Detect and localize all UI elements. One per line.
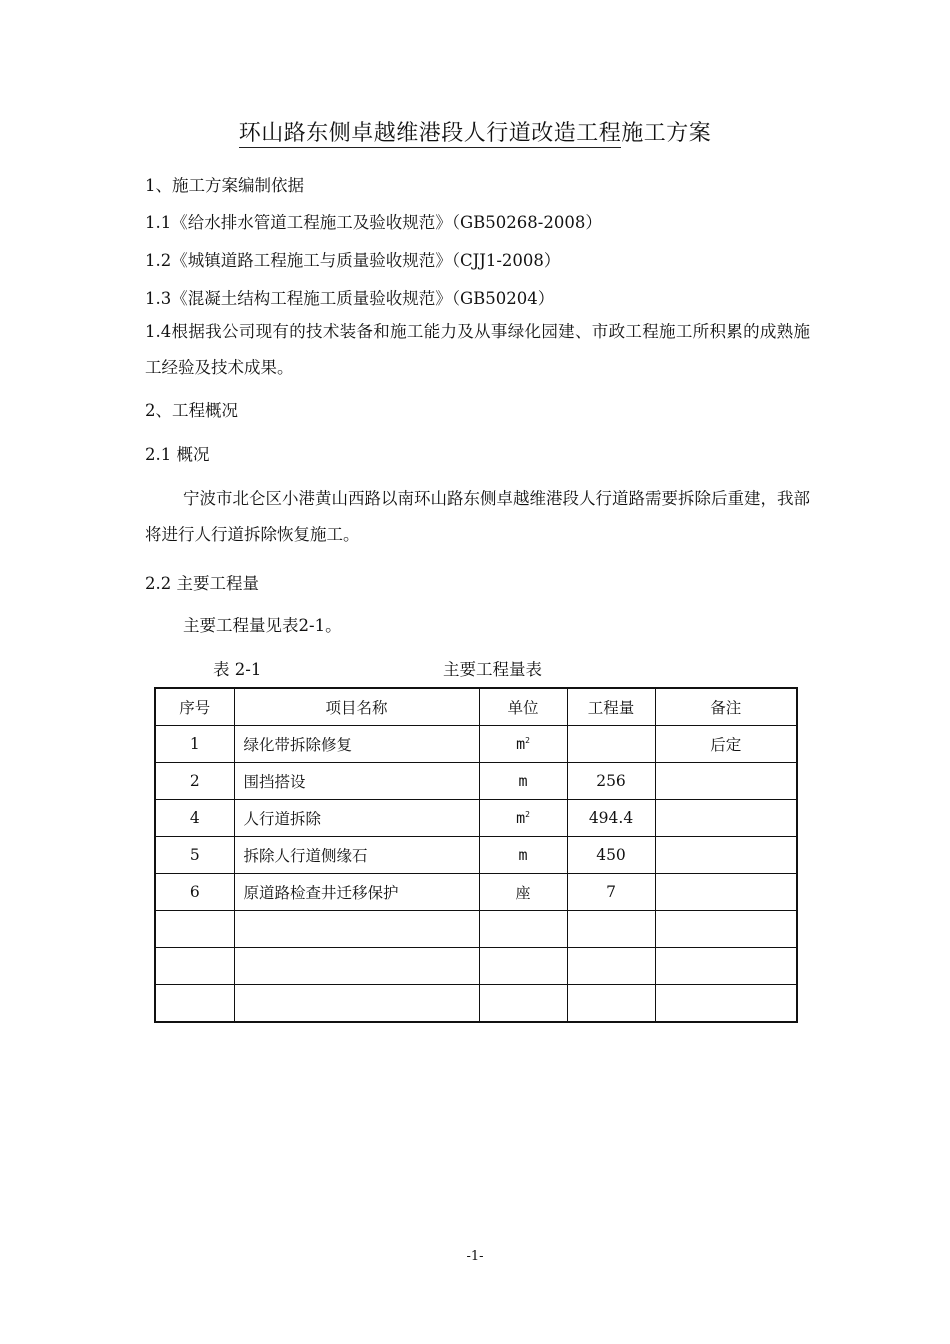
unit-text: m (518, 846, 528, 864)
cell-qty: 450 (567, 837, 655, 874)
table-row (155, 726, 797, 763)
title-rest: 施工方案 (621, 121, 712, 146)
cell-unit (479, 837, 567, 874)
cell-note (655, 948, 797, 985)
cell-note (655, 763, 797, 800)
cell-unit (479, 763, 567, 800)
section-1-2: 1.2《城镇道路工程施工与质量验收规范》（CJJ1-2008） (145, 251, 561, 270)
table-row (155, 911, 797, 948)
cell-unit (479, 800, 567, 837)
table-caption: 主要工程量表 (443, 660, 542, 679)
cell-note (655, 874, 797, 911)
cell-note (655, 911, 797, 948)
cell-no: 5 (155, 837, 234, 874)
cell-name (234, 985, 479, 1023)
cell-no (155, 985, 234, 1023)
cell-no (155, 948, 234, 985)
cell-note (655, 800, 797, 837)
header-unit: 单位 (479, 688, 567, 726)
cell-note (655, 985, 797, 1023)
unit-text: m (516, 809, 526, 827)
cell-name (234, 948, 479, 985)
cell-no (155, 911, 234, 948)
cell-no: 1 (155, 726, 234, 763)
section-2-2-heading: 2.2 主要工程量 (145, 574, 259, 593)
document-title (0, 116, 950, 147)
cell-name: 人行道拆除 (234, 800, 479, 837)
cell-unit (479, 985, 567, 1023)
section-1-heading: 1、施工方案编制依据 (145, 176, 304, 195)
cell-name: 围挡搭设 (234, 763, 479, 800)
cell-no: 6 (155, 874, 234, 911)
section-2-1-heading: 2.1 概况 (145, 445, 210, 464)
section-2-heading: 2、工程概况 (145, 401, 238, 420)
section-2-2-paragraph: 主要工程量见表2-1。 (183, 616, 342, 635)
cell-unit (479, 874, 567, 911)
cell-qty (567, 985, 655, 1023)
table-row (155, 874, 797, 911)
cell-note: 后定 (655, 726, 797, 763)
table-header-row (155, 688, 797, 726)
cell-unit (479, 948, 567, 985)
cell-name: 拆除人行道侧缘石 (234, 837, 479, 874)
unit-text: m (516, 735, 526, 753)
header-name: 项目名称 (234, 688, 479, 726)
section-1-1: 1.1《给水排水管道工程施工及验收规范》（GB50268-2008） (145, 213, 602, 232)
cell-unit (479, 911, 567, 948)
cell-qty: 494.4 (567, 800, 655, 837)
section-1-3: 1.3《混凝土结构工程施工质量验收规范》（GB50204） (145, 289, 555, 308)
section-2-1-paragraph: 宁波市北仑区小港黄山西路以南环山路东侧卓越维港段人行道路需要拆除后重建，我部将进行人行道拆除恢复施工。 (145, 489, 810, 544)
section-1-4: 1.4根据我公司现有的技术装备和施工能力及从事绿化园建、市政工程施工所积累的成熟施工经验及技术成果。 (145, 322, 810, 377)
title-underlined-part: 环山路东侧卓越维港段人行道改造工程 (238, 121, 622, 146)
header-note: 备注 (655, 688, 797, 726)
unit-superscript: 2 (525, 810, 530, 819)
unit-text: 座 (515, 883, 531, 902)
table-row (155, 985, 797, 1023)
cell-qty (567, 948, 655, 985)
cell-name (234, 911, 479, 948)
cell-qty (567, 726, 655, 763)
cell-qty: 7 (567, 874, 655, 911)
unit-superscript: 2 (525, 736, 530, 745)
table-row (155, 763, 797, 800)
unit-text: m (518, 772, 528, 790)
cell-no: 4 (155, 800, 234, 837)
cell-unit (479, 726, 567, 763)
table-row (155, 800, 797, 837)
cell-no: 2 (155, 763, 234, 800)
cell-note (655, 837, 797, 874)
page-number: -1- (466, 1249, 484, 1264)
cell-name: 绿化带拆除修复 (234, 726, 479, 763)
cell-name: 原道路检查井迁移保护 (234, 874, 479, 911)
quantity-table (154, 687, 798, 1023)
cell-qty: 256 (567, 763, 655, 800)
table-row (155, 837, 797, 874)
table-number: 表 2-1 (213, 660, 262, 679)
cell-qty (567, 911, 655, 948)
header-no: 序号 (155, 688, 234, 726)
header-qty: 工程量 (567, 688, 655, 726)
table-row (155, 948, 797, 985)
